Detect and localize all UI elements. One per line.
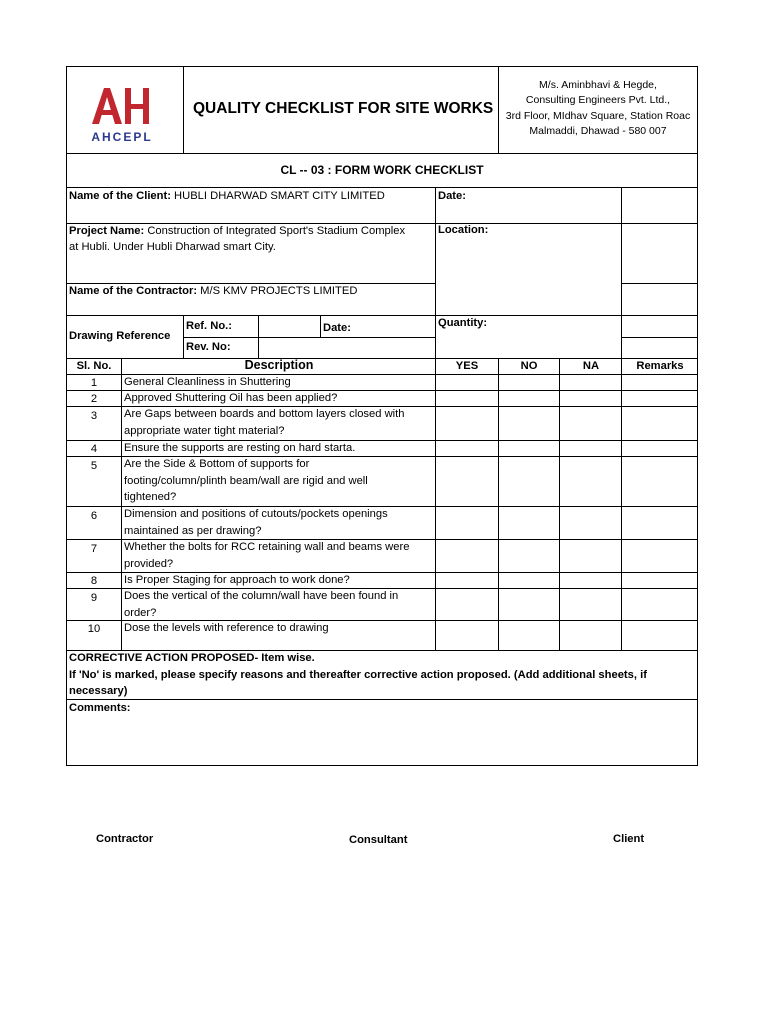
row-description-line: Whether the bolts for RCC retaining wall and beams were: [124, 541, 410, 553]
grid-line: [66, 699, 698, 700]
comments-label: Comments:: [69, 702, 131, 714]
contractor-value: M/S KMV PROJECTS LIMITED: [197, 285, 358, 297]
row-sl-number: 5: [90, 460, 98, 472]
row-description-line: General Cleanliness in Shuttering: [124, 376, 291, 388]
row-description-line: order?: [124, 606, 157, 619]
checklist-title: CL -- 03 : FORM WORK CHECKLIST: [280, 163, 484, 177]
grid-line: [435, 187, 436, 359]
signature-consultant: Consultant: [349, 834, 408, 846]
row-description-line: maintained as per drawing?: [124, 524, 262, 537]
row-description-line: Does the vertical of the column/wall have been found in: [124, 590, 399, 602]
contractor-label: Name of the Contractor:: [69, 285, 198, 297]
row-sl-number: 1: [90, 377, 98, 389]
page-title: QUALITY CHECKLIST FOR SITE WORKS: [193, 100, 494, 117]
grid-line: [183, 66, 184, 154]
firm-line: 3rd Floor, MIdhav Square, Station Roac: [505, 109, 691, 122]
grid-line: [621, 337, 698, 338]
col-header-description: Description: [244, 358, 314, 372]
firm-line: Consulting Engineers Pvt. Ltd.,: [525, 94, 671, 107]
location-label: Location:: [438, 224, 489, 236]
row-sl-number: 8: [90, 575, 98, 587]
col-header-no: NO: [520, 360, 538, 372]
row-description-line: Is Proper Staging for approach to work done?: [124, 574, 350, 586]
row-description-line: tightened?: [124, 491, 177, 503]
corrective-instruction-cont: necessary): [69, 685, 128, 697]
drawing-reference-label: Drawing Reference: [69, 330, 171, 342]
row-description-line: Are the Side & Bottom of supports for: [124, 458, 310, 470]
row-description-line: Dimension and positions of cutouts/pockets openings: [124, 508, 388, 520]
grid-line: [498, 358, 499, 651]
firm-line: Malmaddi, Dhawad - 580 007: [529, 125, 667, 138]
client-label: Name of the Client:: [69, 190, 171, 202]
grid-line: [559, 358, 560, 651]
client-value: HUBLI DHARWAD SMART CITY LIMITED: [170, 190, 385, 202]
grid-line: [66, 315, 436, 316]
row-sl-number: 7: [90, 543, 98, 555]
grid-line: [621, 358, 622, 651]
col-header-remarks: Remarks: [636, 360, 684, 372]
row-description-line: Approved Shuttering Oil has been applied?: [124, 392, 338, 404]
row-sl-number: 9: [90, 592, 98, 604]
client-row: [69, 188, 385, 205]
signature-client: Client: [613, 833, 645, 845]
rev-no-label: Rev. No:: [186, 341, 231, 353]
firm-address: [499, 78, 697, 140]
grid-line: [66, 153, 698, 154]
row-description-line: Dose the levels with reference to drawing: [124, 622, 329, 634]
firm-line: M/s. Aminbhavi & Hegde,: [539, 79, 657, 91]
grid-line: [320, 315, 321, 338]
grid-line: [621, 187, 622, 359]
row-description-line: Ensure the supports are resting on hard starta.: [124, 442, 356, 454]
grid-line: [183, 337, 436, 338]
project-value: Construction of Integrated Sport's Stadium Complex: [144, 225, 406, 237]
row-description-line: footing/column/plinth beam/wall are rigid and well: [124, 474, 368, 487]
row-sl-number: 10: [87, 623, 101, 635]
grid-line: [435, 358, 436, 651]
row-description-line: Are Gaps between boards and bottom layers closed with: [124, 408, 405, 420]
row-description-line: provided?: [124, 557, 174, 570]
ref-no-label: Ref. No.:: [186, 320, 232, 332]
corrective-title: CORRECTIVE ACTION PROPOSED- Item wise.: [69, 652, 315, 664]
project-label: Project Name:: [69, 225, 145, 237]
row-description-line: appropriate water tight material?: [124, 424, 285, 437]
drawing-date-label: Date:: [323, 322, 351, 334]
col-header-na: NA: [582, 360, 600, 372]
row-sl-number: 6: [90, 510, 98, 522]
grid-line: [621, 223, 698, 224]
col-header-yes: YES: [455, 360, 479, 372]
project-value-cont: at Hubli. Under Hubli Dharwad smart City.: [69, 241, 276, 253]
row-sl-number: 3: [90, 410, 98, 422]
col-header-sl: Sl. No.: [76, 360, 112, 372]
signature-contractor: Contractor: [96, 833, 154, 845]
row-sl-number: 2: [90, 393, 98, 405]
logo-name: AHCEPL: [91, 130, 153, 144]
grid-line: [621, 283, 698, 284]
corrective-instruction: If 'No' is marked, please specify reasons and thereafter corrective action proposed. (Add additional sheets, if: [69, 669, 647, 681]
row-sl-number: 4: [90, 443, 98, 455]
quantity-label: Quantity:: [438, 317, 488, 329]
contractor-row: [69, 283, 357, 300]
project-row: [69, 223, 405, 240]
date-label: Date:: [438, 190, 466, 202]
